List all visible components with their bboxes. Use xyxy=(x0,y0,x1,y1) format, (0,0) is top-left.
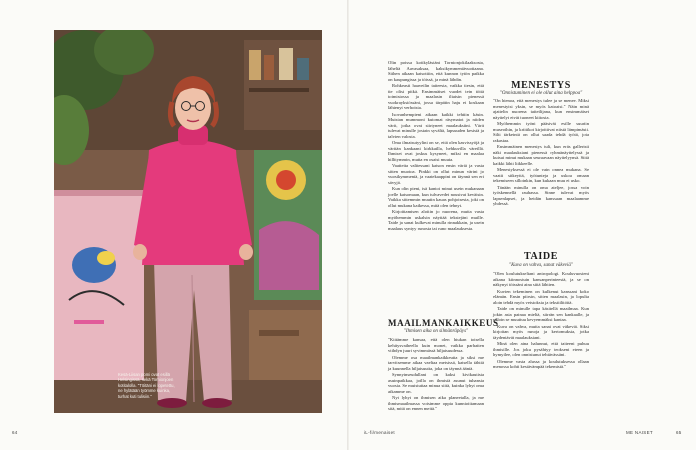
footer-section-name: ME NAISET xyxy=(626,430,653,435)
maailmankaikkeus-paragraph: Synnyinseudullani on kaksi kivikautista asuinpaikkaa, joilla on ihmisiä asunut tuhansia vuosia. Se muistuttaa minua siitä, kuinka lyhyt oma aikamme on. xyxy=(388,372,484,394)
taide-paragraph: Kuvien tekeminen on kulkenut kanssani koko elämän. Ensin piirsin, sitten maalasin, ja lopulta aloin tehdä myös veistoksia ja tekstiilitöitä. xyxy=(493,288,589,305)
intro-paragraph: Vaatteita valitessani katson ensin väriä ja vasta sitten muotoa. Pinkki on ollut minun värini jo vuosikymmeniä, ja vaatekaappini on täynnä sen eri sävyjä. xyxy=(388,163,484,185)
menestys-paragraph: Myöhemmin työni pääsivät esille suuriin museoihin, ja kriitikot kirjoittivat niistä lämpimästi. Silti tärkeintä on ollut saada tehdä työtä, jota rakastaa. xyxy=(493,121,589,143)
maailmankaikkeus-paragraph: Nyt lyhyt on ihmisen aika planeetalla, ja me ihmismaailmassa voisimme oppia kunnioittamaan sitä, mitä on ennen meitä." xyxy=(388,395,484,411)
menestys-paragraph: "On hienoa, että menestys tulee ja se menee. Miksi menestyisi yksin, se myös katoaisi." Näin minä ajattelin nuorena taiteilijana, kun ensimmäiset näyttelyt eivät tuoneet kiitosta. xyxy=(493,98,589,120)
taide-paragraph: Taide on minulle tapa käsitellä maailmaa. Kun jokin asia painaa mieltä, siirrän sen kankaalle, ja silloin se muuttuu kevyemmäksi kantaa. xyxy=(493,306,589,322)
menestys-column xyxy=(493,98,589,208)
taide-paragraph: Minä olen aina halunnut, että taiteeni puhuu ihmisille. Jos joku pysähtyy teokseni eteen ja hymyilee, olen onnistunut tehtävässäni. xyxy=(493,341,589,357)
taide-column xyxy=(493,271,589,371)
section-heading-maailmankaikkeus: MAAILMANKAIKKEUS xyxy=(388,318,499,328)
taide-paragraph: Olemme vasta alussa ja koulutuksessa ollaan menossa kohti kestävämpää tekemistä." xyxy=(493,358,589,369)
section-heading-taide: TAIDE xyxy=(524,251,558,262)
section-subheading-taide: "Kuva on vahva, sanat väkeviä" xyxy=(508,263,574,268)
intro-paragraph: Olin poissa kotikylästäni Tornionjokilaaksosta, läheltä Aavasaksaa, kaksikymmentävuotiaana. Siihen aikaan katsottiin, että kunnon tytön paikka on kaupungissa ja töissä, ja minä lähdin. xyxy=(388,60,484,82)
maailmankaikkeus-column xyxy=(388,337,484,413)
intro-paragraph: Isovanhempieni aikaan kaikki tehtiin käsin. Muistan mummoni kutomat räsymatot ja niiden värit, jotka ovat siirtyneet maalauksiini. Värit tulevat minulle jostain syvältä, lapsuuden kesistä ja talvien valosta. xyxy=(388,111,484,139)
taide-paragraph: "Olen koulutukseltani antropologi. Kouluvuosieni aikana kiinnostuin kansanperinteestä, ja se on näkynyt töissäni aina siitä lähtien. xyxy=(493,271,589,287)
portrait-photo xyxy=(54,30,322,413)
intro-column xyxy=(388,60,484,232)
section-heading-menestys: MENESTYS xyxy=(511,80,571,91)
page-number-right: 65 xyxy=(676,430,682,435)
menestys-paragraph: Menestyksessä ei ole vain onnea mukana. Se vaatii sitkeyttä, työtunteja ja uskoa omaan tekemiseen silloinkin, kun kukaan muu ei usko. xyxy=(493,167,589,183)
maailmankaikkeus-paragraph: "Kiitämme kansaa, että olen hiukan toisella kehitysvaiheella kuin monet, vaikka parhaiten viihdyn juuri syvimmässä hiljaisuudessa. xyxy=(388,337,484,353)
section-subheading-menestys: "Onnistuminen ei ole ollut aina helppoa" xyxy=(499,91,583,96)
section-subheading-maailmankaikkeus: "Ihmisen aika on silmänräpäys" xyxy=(403,329,469,334)
portrait-illustration xyxy=(54,30,322,413)
intro-paragraph: Rohkeasti haaveilin taiteesta, vaikka tiesin, että tie olisi pitkä. Ensimmäiset vuodet tein töitä toimistossa ja maalasin iltaisin pienessä vuokrayksiössäni, jossa tärpätin haju ei koskaan lähtenyt verhoista. xyxy=(388,83,484,110)
page-number-left: 64 xyxy=(12,430,18,435)
menestys-paragraph: Tänään minulla on oma ateljee, jossa voin työskennellä rauhassa. Sinne tulevat myös lapsenlapset, ja heidän kanssaan maalaamme yhdessä. xyxy=(493,184,589,206)
menestys-paragraph: Ensimmäinen menestys tuli, kun eräs galleristi näki maalauksiani pienessä ryhmänäyttelyssä ja kutsui minut mukaan seuraavaan näyttelyynsä. Siitä kaikki lähti liikkeelle. xyxy=(493,144,589,166)
intro-paragraph: Kirjoittamisen aloitin jo nuorena, mutta vasta myöhemmin uskalsin näyttää tekstejäni muille. Taide ja sanat kulkevat minulla rinnakkain, ja usein maalaus syntyy runosta tai runo maalauksesta. xyxy=(388,209,484,231)
footer-url: iL-fi/menaiset xyxy=(364,430,395,435)
maailmankaikkeus-paragraph: Olemme osa maailmankaikkeutta ja siksi me tarvitsemme aikaa vaeltaa metsissä, katsella tähtiä ja kuunnella hiljaisuutta, joka on täynnä ääniä. xyxy=(388,354,484,371)
intro-paragraph: Oma ilmaisutyylini on se, että olen kasvissyöjä ja väritän kankaani kirkkailla, hehkuvilla väreillä. Ihmiset ovat joskus kysyneet, miksi en maalaa hillitymmin, mutta en osaisi muuta. xyxy=(388,140,484,162)
photo-caption: Kesä-Liisan pomi ovat esillä Helsingissä, sekä Tornionjoen kotitalolla. "Töitäni ei lopetettu, ne hylätään työmme kuinka, turhat kuti tulisiin." xyxy=(118,372,175,399)
intro-paragraph: Kun olin pieni, isä kantoi minut usein mukanaan joelle katsomaan, kun tulvavedet nousivat keväisin. Vaikka sittemmin muutin kauas pohjoisesta, joki on ollut mukana kaikessa, mitä olen tehnyt. xyxy=(388,186,484,208)
taide-paragraph: Kuva on vahva, mutta sanat ovat väkeviä. Siksi kirjoitan myös runoja ja kertomuksia, jotka täydentävät maalauksiani. xyxy=(493,323,589,340)
page-gutter xyxy=(347,0,349,450)
